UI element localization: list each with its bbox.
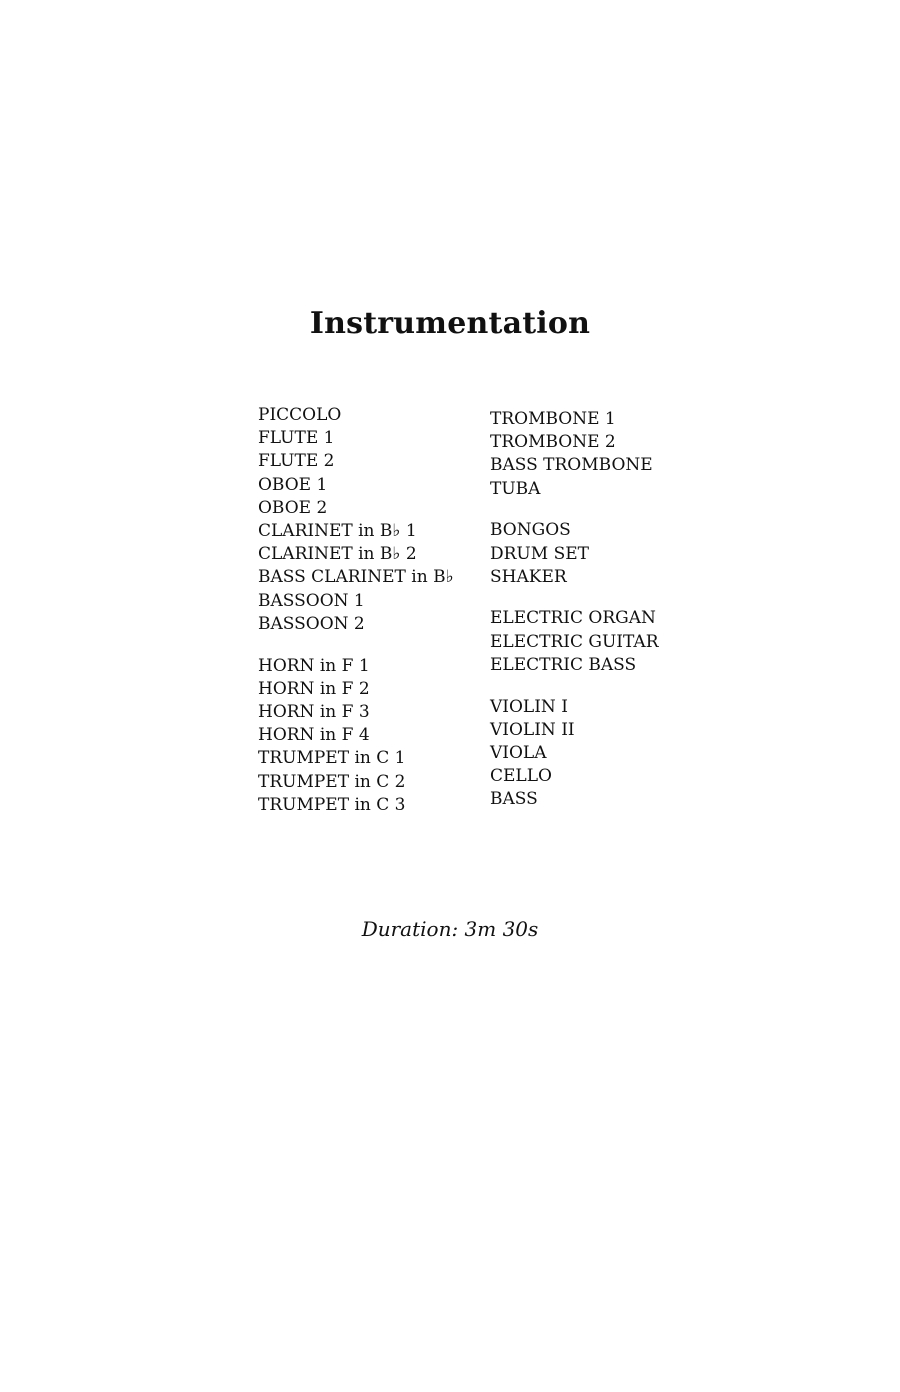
duration-note: Duration: 3m 30s <box>361 917 539 941</box>
instrument-item: ELECTRIC ORGAN <box>490 608 656 629</box>
instrument-item: FLUTE 1 <box>258 428 335 449</box>
instrument-item: TRUMPET in C 2 <box>258 771 406 792</box>
instrument-item: CLARINET in B♭ 1 <box>258 521 417 542</box>
instrument-item: HORN in F 3 <box>258 701 370 722</box>
instrument-item: HORN in F 2 <box>258 678 370 699</box>
instrument-item: SHAKER <box>490 566 567 587</box>
instrument-item: TRUMPET in C 1 <box>258 748 406 769</box>
percussion-group <box>490 519 659 589</box>
instrument-item: CLARINET in B♭ 2 <box>258 544 417 565</box>
instrument-item: VIOLIN II <box>490 719 575 740</box>
instrument-item: OBOE 1 <box>258 474 328 495</box>
instrument-item: BASS CLARINET in B♭ <box>258 567 454 588</box>
instrument-item: BASS TROMBONE <box>490 455 653 476</box>
instrument-item: HORN in F 4 <box>258 725 370 746</box>
instrument-item: PICCOLO <box>258 405 342 425</box>
instrument-item: ELECTRIC BASS <box>490 654 637 675</box>
page-title: Instrumentation <box>309 306 591 341</box>
instrument-item: BASSOON 1 <box>258 590 365 611</box>
instrument-column-left <box>258 404 454 817</box>
instrument-item: TROMBONE 1 <box>490 409 616 429</box>
instrument-item: CELLO <box>490 766 552 787</box>
instrument-item: BONGOS <box>490 520 571 541</box>
instrument-item: VIOLIN I <box>490 696 568 717</box>
instrument-item: VIOLA <box>490 742 547 763</box>
low-brass-group <box>490 408 659 501</box>
strings-group <box>490 696 659 812</box>
instrument-item: HORN in F 1 <box>258 655 370 676</box>
brass-group <box>258 655 454 817</box>
instrument-item: BASS <box>490 789 538 810</box>
electric-group <box>490 607 659 677</box>
instrument-item: TUBA <box>490 478 541 499</box>
instrument-item: ELECTRIC GUITAR <box>490 631 659 652</box>
instrument-column-right <box>490 408 659 812</box>
instrument-item: DRUM SET <box>490 543 589 564</box>
woodwinds-group <box>258 404 454 636</box>
instrument-item: BASSOON 2 <box>258 613 365 634</box>
instrument-item: OBOE 2 <box>258 497 328 518</box>
instrument-item: TRUMPET in C 3 <box>258 794 406 815</box>
instrument-item: TROMBONE 2 <box>490 432 616 453</box>
instrument-item: FLUTE 2 <box>258 451 335 472</box>
